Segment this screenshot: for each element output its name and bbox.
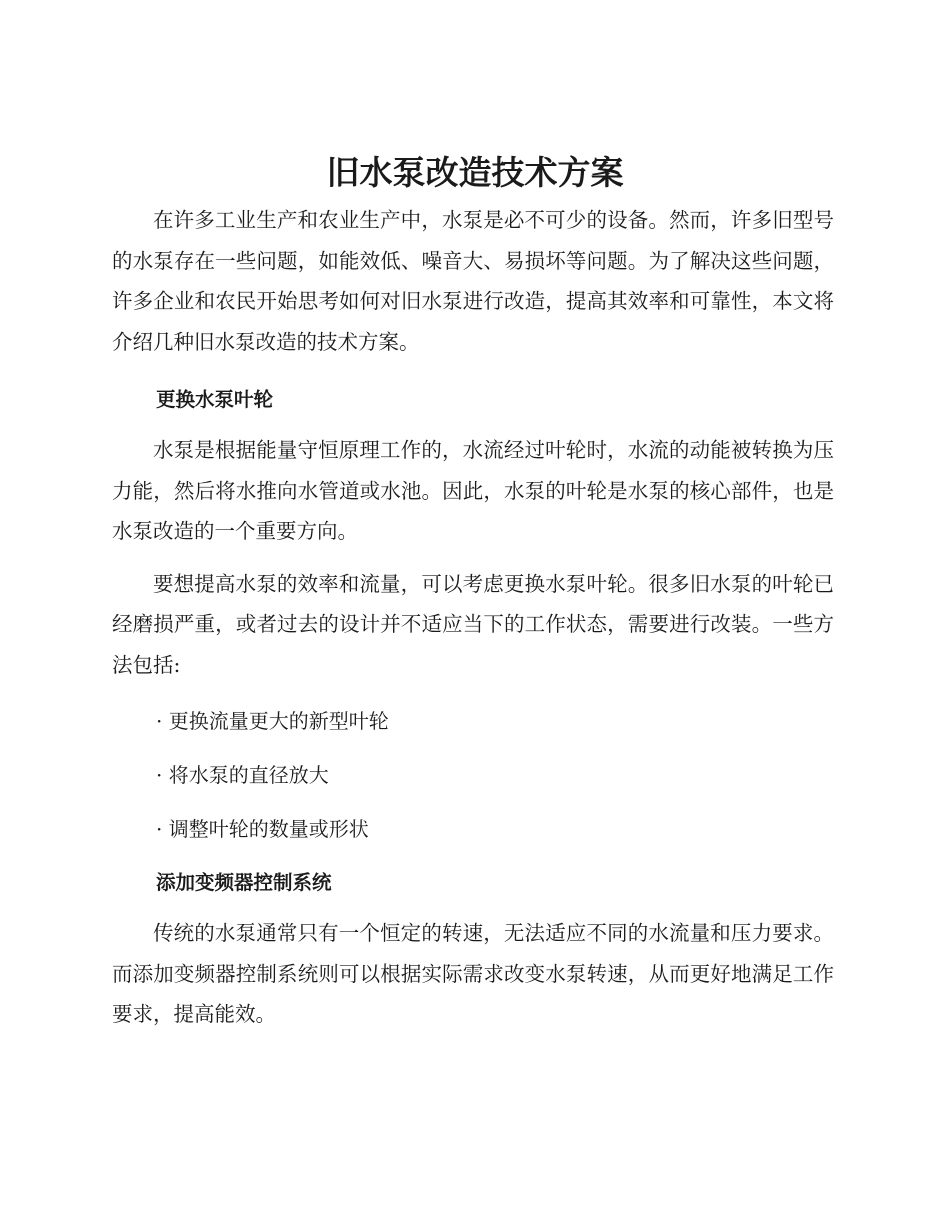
bullet-item: · 更换流量更大的新型叶轮	[156, 709, 389, 733]
bullet-item: · 将水泵的直径放大	[156, 763, 329, 787]
document-body	[112, 200, 834, 1048]
impeller-paragraph-1: 水泵是根据能量守恒原理工作的，水流经过叶轮时，水流的动能被转换为压力能，然后将水推向水管道或水池。因此，水泵的叶轮是水泵的核心部件，也是水泵改造的一个重要方向。	[112, 438, 834, 543]
intro-paragraph: 在许多工业生产和农业生产中，水泵是必不可少的设备。然而，许多旧型号的水泵存在一些问题，如能效低、噪音大、易损坏等问题。为了解决这些问题，许多企业和农民开始思考如何对旧水泵进行改造，提高其效率和可靠性，本文将介绍几种旧水泵改造的技术方案。	[112, 208, 834, 354]
impeller-paragraph-2: 要想提高水泵的效率和流量，可以考虑更换水泵叶轮。很多旧水泵的叶轮已经磨损严重，或者过去的设计并不适应当下的工作状态，需要进行改装。一些方法包括:	[112, 571, 834, 677]
inverter-paragraph-1: 传统的水泵通常只有一个恒定的转速，无法适应不同的水流量和压力要求。而添加变频器控制系统则可以根据实际需求改变水泵转速，从而更好地满足工作要求，提高能效。	[112, 921, 834, 1026]
bullet-item: · 调整叶轮的数量或形状	[156, 817, 369, 841]
document-title: 旧水泵改造技术方案	[326, 153, 624, 192]
section-heading-inverter: 添加变频器控制系统	[156, 871, 332, 894]
section-heading-impeller: 更换水泵叶轮	[156, 388, 274, 411]
